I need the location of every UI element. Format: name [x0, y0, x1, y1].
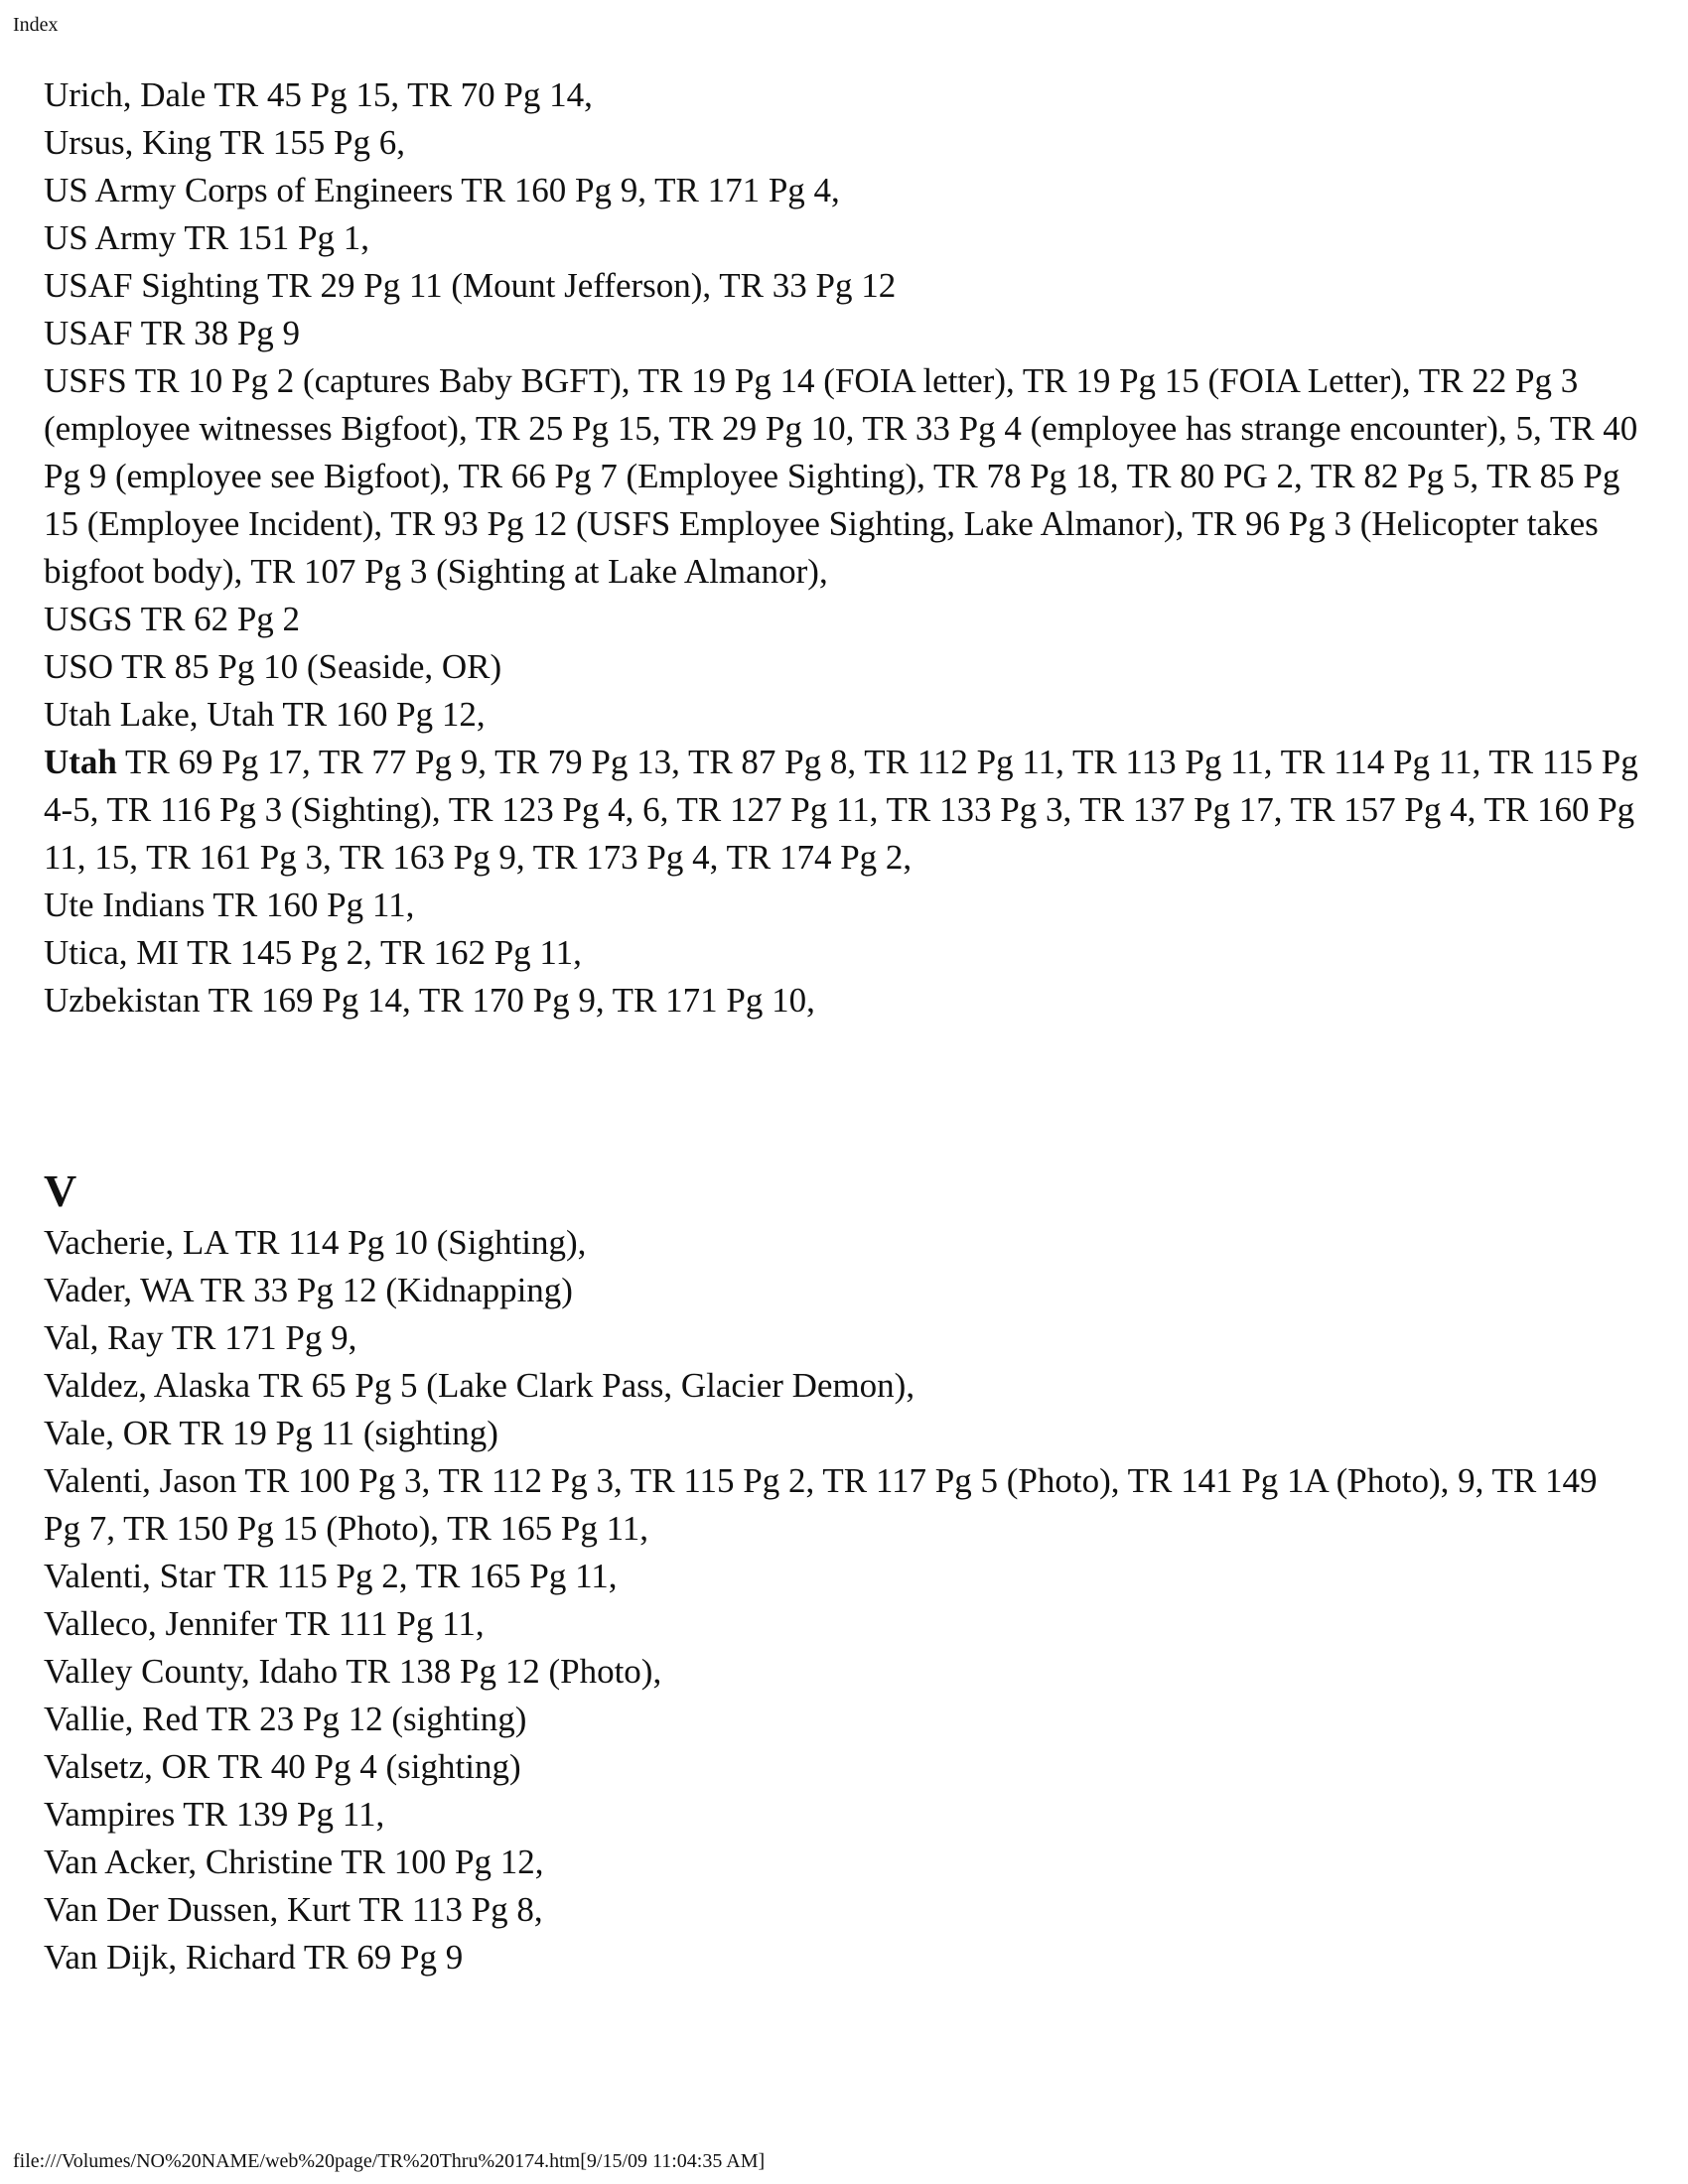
index-entry: Utah Lake, Utah TR 160 Pg 12, — [44, 695, 486, 734]
index-entry: Val, Ray TR 171 Pg 9, — [44, 1318, 357, 1357]
index-entry: US Army TR 151 Pg 1, — [44, 218, 370, 257]
index-entry: USAF Sighting TR 29 Pg 11 (Mount Jefferson), TR 33 Pg 12 — [44, 266, 897, 305]
index-term-bold: Utah — [44, 743, 117, 781]
index-entry: Vacherie, LA TR 114 Pg 10 (Sighting), — [44, 1223, 587, 1262]
index-entry: Valenti, Star TR 115 Pg 2, TR 165 Pg 11, — [44, 1557, 618, 1595]
index-entry: Vampires TR 139 Pg 11, — [44, 1795, 385, 1834]
index-entry: Vale, OR TR 19 Pg 11 (sighting) — [44, 1414, 498, 1452]
index-entry: Uzbekistan TR 169 Pg 14, TR 170 Pg 9, TR 171 Pg 10, — [44, 981, 815, 1020]
index-entry: Valenti, Jason TR 100 Pg 3, TR 112 Pg 3, TR 115 Pg 2, TR 117 Pg 5 (Photo), TR 141 Pg 1A (Photo), 9, TR 149 Pg 7, TR 150 Pg 15 (Photo), TR 165 Pg 11, — [44, 1461, 1598, 1548]
index-entry: Van Der Dussen, Kurt TR 113 Pg 8, — [44, 1890, 543, 1929]
index-entry: Ute Indians TR 160 Pg 11, — [44, 886, 415, 924]
index-entry: USFS TR 10 Pg 2 (captures Baby BGFT), TR 19 Pg 14 (FOIA letter), TR 19 Pg 15 (FOIA Letter), TR 22 Pg 3 (employee witnesses Bigfoot), TR 25 Pg 15, TR 29 Pg 10, TR 33 Pg 4 (employee has strange encounter), 5, TR 40 Pg 9 (employee see Bigfoot), TR 66 Pg 7 (Employee Sighting), TR 78 Pg 18, TR 80 PG 2, TR 82 Pg 5, TR 85 Pg 15 (Employee Incident), TR 93 Pg 12 (USFS Employee Sighting, Lake Almanor), TR 96 Pg 3 (Helicopter takes bigfoot body), TR 107 Pg 3 (Sighting at Lake Almanor), — [44, 361, 1638, 591]
index-entry: Van Dijk, Richard TR 69 Pg 9 — [44, 1938, 464, 1977]
index-entry: Utica, MI TR 145 Pg 2, TR 162 Pg 11, — [44, 933, 582, 972]
index-entry: USO TR 85 Pg 10 (Seaside, OR) — [44, 647, 502, 686]
page-header: Index — [13, 14, 59, 36]
index-entry: Valsetz, OR TR 40 Pg 4 (sighting) — [44, 1747, 521, 1786]
index-entry: USAF TR 38 Pg 9 — [44, 314, 301, 352]
index-entry: US Army Corps of Engineers TR 160 Pg 9, TR 171 Pg 4, — [44, 171, 840, 209]
index-entry: Valdez, Alaska TR 65 Pg 5 (Lake Clark Pass, Glacier Demon), — [44, 1366, 915, 1405]
index-entry: Van Acker, Christine TR 100 Pg 12, — [44, 1843, 544, 1881]
index-entry: Valley County, Idaho TR 138 Pg 12 (Photo), — [44, 1652, 662, 1691]
index-entry: Vader, WA TR 33 Pg 12 (Kidnapping) — [44, 1271, 573, 1309]
section-u — [44, 71, 1642, 1024]
page-footer-url: file:///Volumes/NO%20NAME/web%20page/TR%20Thru%20174.htm[9/15/09 11:04:35 AM] — [13, 2150, 766, 2172]
index-entry-utah — [44, 739, 1642, 882]
index-entry: Valleco, Jennifer TR 111 Pg 11, — [44, 1604, 485, 1643]
index-entry: Urich, Dale TR 45 Pg 15, TR 70 Pg 14, — [44, 75, 593, 114]
index-entry: Ursus, King TR 155 Pg 6, — [44, 123, 405, 162]
section-letter: V — [44, 1165, 77, 1216]
index-entry: Vallie, Red TR 23 Pg 12 (sighting) — [44, 1700, 527, 1738]
section-spacer — [44, 1024, 1642, 1163]
section-v — [44, 1163, 1642, 1981]
index-refs: TR 69 Pg 17, TR 77 Pg 9, TR 79 Pg 13, TR 87 Pg 8, TR 112 Pg 11, TR 113 Pg 11, TR 114 Pg 11, TR 115 Pg 4-5, TR 116 Pg 3 (Sighting), TR 123 Pg 4, 6, TR 127 Pg 11, TR 133 Pg 3, TR 137 Pg 17, TR 157 Pg 4, TR 160 Pg 11, 15, TR 161 Pg 3, TR 163 Pg 9, TR 173 Pg 4, TR 174 Pg 2, — [44, 743, 1638, 877]
index-entry: USGS TR 62 Pg 2 — [44, 600, 301, 638]
index-content — [44, 71, 1642, 1981]
